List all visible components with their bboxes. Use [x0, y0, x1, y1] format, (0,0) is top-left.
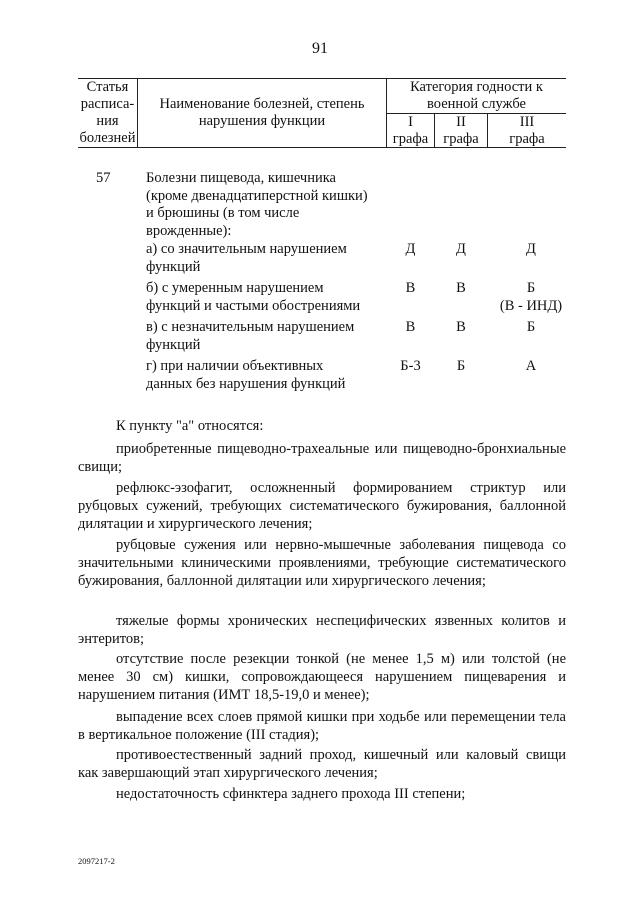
item-line: функций [146, 336, 201, 353]
grafa-3-value: Б [526, 280, 536, 296]
header-category-line: Категория годности к [410, 79, 543, 95]
header-article-line: Статья [86, 79, 129, 95]
header-category [387, 79, 566, 113]
body-paragraph [78, 746, 566, 782]
article-number: 57 [96, 170, 111, 186]
header-category-line: военной службе [427, 96, 526, 112]
item-b-grafa-1: В [405, 280, 416, 296]
item-a-grafa-2: Д [456, 241, 466, 257]
item-c-text [146, 319, 386, 354]
paragraph-text: недостаточность сфинктера заднего прохода III степени; [116, 786, 466, 802]
item-line: функций и частыми обострениями [146, 297, 361, 314]
item-line: б) с умеренным нарушением [146, 280, 324, 296]
grafa-label: графа [509, 131, 545, 147]
item-b-grafa-2: В [456, 280, 466, 296]
grafa-label: графа [443, 131, 479, 147]
article-title [146, 170, 386, 240]
item-d-grafa-1: Б-3 [400, 358, 421, 374]
paragraph-text: выпадение всех слоев прямой кишки при ходьбе или перемещении тела в вертикальное положение (III стадия); [78, 709, 566, 743]
item-b-text [146, 280, 386, 315]
body-paragraph [78, 708, 566, 744]
item-c-grafa-1: В [405, 319, 416, 335]
article-title-line: и брюшины (в том числе [146, 205, 300, 221]
body-paragraph [78, 479, 566, 533]
body-paragraph [78, 440, 566, 476]
paragraph-text: рубцовые сужения или нервно-мышечные заболевания пищевода со значительными клиническими проявлениями, требующие систематического бужирования, баллонной дилятации или хирургического лечения; [78, 537, 566, 589]
header-article-line: ния [96, 113, 119, 129]
item-c-grafa-3: Б [526, 319, 536, 335]
item-line: г) при наличии объективных [146, 358, 324, 374]
item-a-grafa-1: Д [405, 241, 416, 257]
item-line: данных без нарушения функций [146, 375, 346, 392]
paragraph-text: отсутствие после резекции тонкой (не менее 1,5 м) или толстой (не менее 30 см) кишки, сопровождающееся нарушением пищеварения и нарушением питания (ИМТ 18,5-19,0 и менее); [78, 651, 566, 703]
item-line: в) с незначительным нарушением [146, 319, 355, 335]
header-grafa-1 [387, 114, 434, 148]
header-article [78, 79, 137, 147]
item-b-grafa-3 [488, 280, 574, 315]
header-grafa-3 [488, 114, 566, 148]
header-disease-name [138, 96, 386, 130]
body-paragraph [78, 650, 566, 704]
item-d-grafa-2: Б [456, 358, 466, 374]
item-a-grafa-3: Д [526, 241, 536, 257]
header-article-line: расписа- [80, 96, 135, 112]
body-paragraph [78, 536, 566, 590]
paragraph-text: приобретенные пищеводно-трахеальные или пищеводно-бронхиальные свищи; [78, 441, 566, 475]
article-title-line: Болезни пищевода, кишечника [146, 170, 336, 186]
paragraph-text: противоестественный задний проход, кишечный или каловый свищи как завершающий этап хирургического лечения; [78, 747, 566, 781]
grafa-3-extra: (В - ИНД) [499, 297, 563, 314]
item-d-grafa-3: А [525, 358, 537, 374]
paragraph-text: тяжелые формы хронических неспецифических язвенных колитов и энтеритов; [78, 613, 566, 647]
body-lead: К пункту "а" относятся: [116, 418, 264, 434]
body-paragraph [78, 785, 566, 803]
grafa-label: графа [392, 131, 429, 147]
footer-code: 2097217-2 [78, 856, 115, 866]
header-name-line: Наименование болезней, степень [159, 96, 365, 112]
item-a-text [146, 241, 386, 276]
article-title-line: врожденные): [146, 222, 232, 239]
item-c-grafa-2: В [456, 319, 466, 335]
page-number: 91 [312, 40, 328, 57]
item-line: функций [146, 258, 201, 275]
grafa-number: III [519, 114, 535, 130]
grafa-number: I [408, 114, 413, 130]
body-paragraph [78, 612, 566, 648]
paragraph-text: рефлюкс-эзофагит, осложненный формированием стриктур или рубцовых сужений, требующих систематического бужирования, баллонной дилятации и хирургического лечения; [78, 480, 566, 532]
grafa-number: II [456, 114, 466, 130]
item-d-text [146, 358, 386, 393]
item-line: а) со значительным нарушением [146, 241, 347, 257]
article-title-line: (кроме двенадцатиперстной кишки) [146, 187, 368, 204]
header-article-line: болезней [79, 130, 136, 146]
header-name-line: нарушения функции [198, 113, 326, 129]
header-grafa-2 [435, 114, 487, 148]
